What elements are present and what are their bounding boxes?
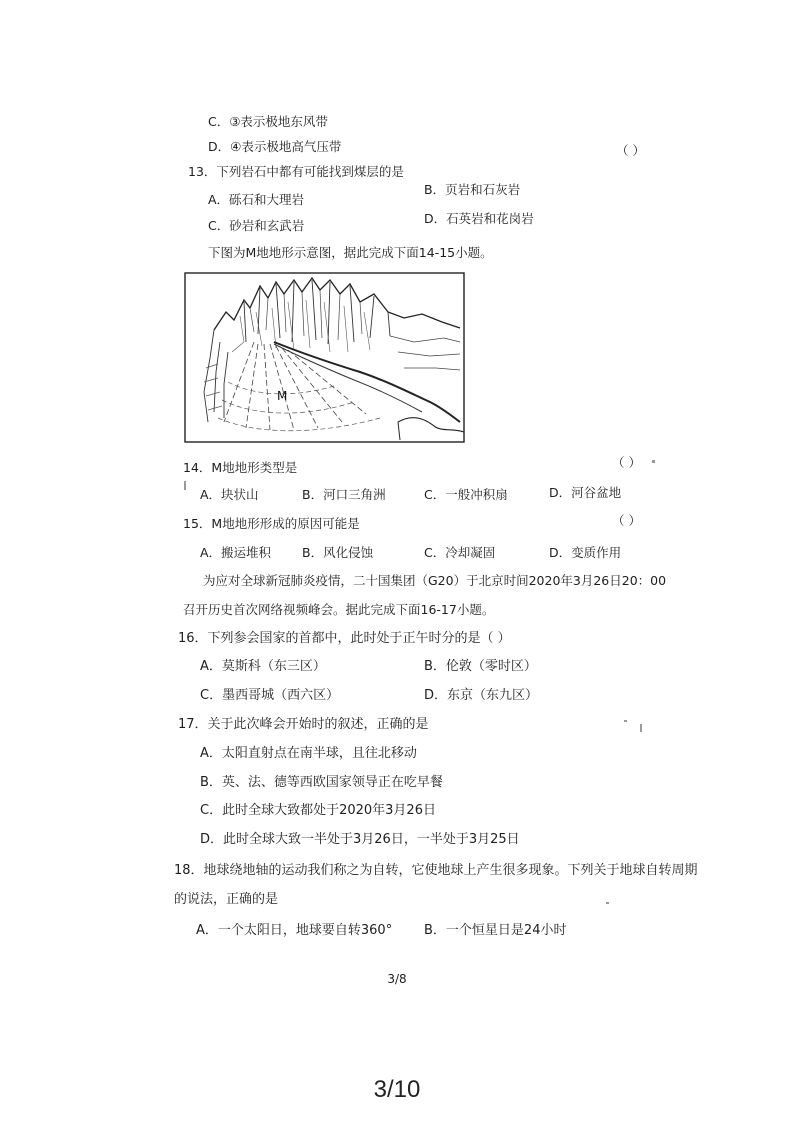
q18-option-b: B．一个恒星日是24小时 bbox=[424, 923, 567, 938]
q16-option-c: C．墨西哥城（西六区） bbox=[200, 688, 340, 703]
q14-answer-bracket: （ ） bbox=[612, 455, 641, 470]
q18-stem-line1: 18．地球绕地轴的运动我们称之为自转，它使地球上产生很多现象。下列关于地球自转周期 bbox=[174, 863, 698, 878]
q17-option-b: B．英、法、德等西欧国家领导正在吃早餐 bbox=[200, 775, 443, 790]
scan-speck bbox=[606, 902, 609, 904]
q12-option-d: D．④表示极地高气压带 bbox=[208, 139, 342, 154]
page-number-small: 3/8 bbox=[387, 972, 407, 986]
q16-stem: 16．下列参会国家的首都中，此时处于正午时分的是（ ） bbox=[178, 631, 511, 646]
q15-option-c: C．冷却凝固 bbox=[424, 545, 496, 560]
q13-option-d: D．石英岩和花岗岩 bbox=[424, 211, 534, 226]
q18-option-a: A．一个太阳日，地球要自转360° bbox=[196, 923, 393, 938]
q15-stem: 15．M地地形形成的原因可能是 bbox=[183, 516, 360, 531]
q17-option-c: C．此时全球大致都处于2020年3月26日 bbox=[200, 803, 436, 818]
q13-option-b: B．页岩和石灰岩 bbox=[424, 182, 521, 197]
q15-option-d: D．变质作用 bbox=[549, 545, 622, 560]
intro-16-17-line2: 召开历史首次网络视频峰会。据此完成下面16-17小题。 bbox=[183, 602, 495, 617]
q17-option-a: A．太阳直射点在南半球，且往北移动 bbox=[200, 746, 417, 761]
q17-option-d: D．此时全球大致一半处于3月26日，一半处于3月25日 bbox=[200, 832, 520, 847]
q16-option-a: A．莫斯科（东三区） bbox=[200, 659, 326, 674]
q17-stem: 17．关于此次峰会开始时的叙述，正确的是 bbox=[178, 717, 429, 732]
figure-label-m: M bbox=[277, 389, 288, 403]
q14-option-a: A．块状山 bbox=[200, 487, 259, 502]
q15-option-a: A．搬运堆积 bbox=[200, 545, 272, 560]
scan-speck bbox=[640, 724, 642, 732]
q16-option-b: B．伦敦（零时区） bbox=[424, 659, 537, 674]
page-number-large: 3/10 bbox=[373, 1076, 421, 1103]
q12-answer-bracket: （ ） bbox=[616, 143, 645, 158]
q15-option-b: B．风化侵蚀 bbox=[302, 545, 374, 560]
q13-option-a: A．砾石和大理岩 bbox=[208, 192, 305, 207]
intro-16-17-line1: 为应对全球新冠肺炎疫情，二十国集团（G20）于北京时间2020年3月26日20：00 bbox=[203, 573, 667, 588]
scan-speck bbox=[652, 460, 655, 463]
landform-sketch-figure bbox=[184, 272, 465, 443]
q14-option-d: D．河谷盆地 bbox=[549, 485, 622, 500]
q14-option-b: B．河口三角洲 bbox=[302, 487, 386, 502]
q13-option-c: C．砂岩和玄武岩 bbox=[208, 218, 305, 233]
scan-speck bbox=[184, 481, 186, 490]
q14-option-c: C．一般冲积扇 bbox=[424, 487, 508, 502]
q14-stem: 14．M地地形类型是 bbox=[183, 460, 298, 475]
q18-stem-line2: 的说法，正确的是 bbox=[174, 892, 279, 907]
intro-14-15: 下图为M地地形示意图，据此完成下面14-15小题。 bbox=[208, 245, 493, 260]
q13-stem: 13．下列岩石中都有可能找到煤层的是 bbox=[188, 164, 404, 179]
q16-option-d: D．东京（东九区） bbox=[424, 688, 539, 703]
q15-answer-bracket: （ ） bbox=[612, 513, 641, 528]
q12-option-c: C．③表示极地东风带 bbox=[208, 114, 328, 129]
scan-speck bbox=[624, 720, 627, 722]
